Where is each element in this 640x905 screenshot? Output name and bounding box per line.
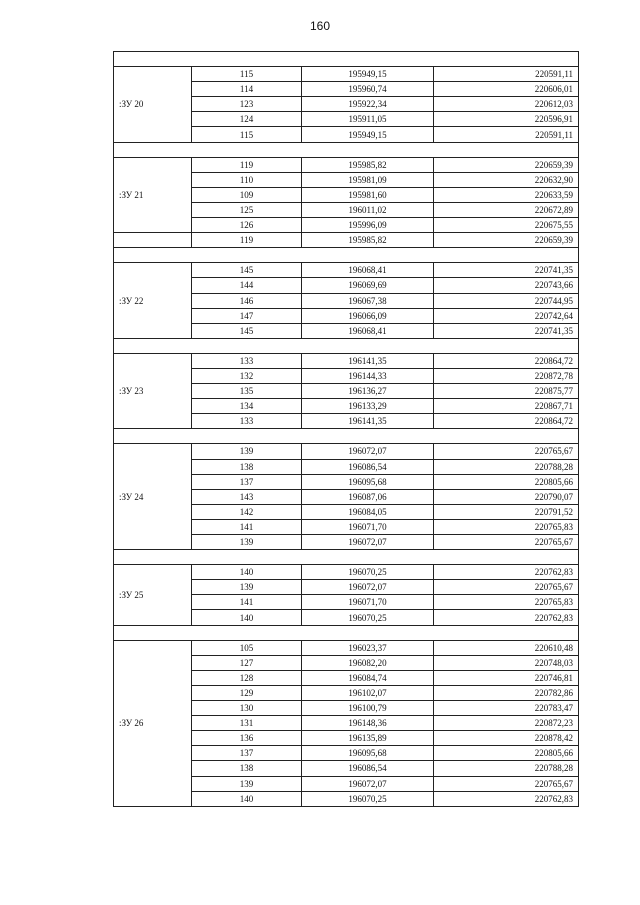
separator-row xyxy=(114,429,579,444)
y-coordinate: 220805,66 xyxy=(434,474,579,489)
x-coordinate: 196071,70 xyxy=(302,519,434,534)
parcel-label: :ЗУ 20 xyxy=(114,67,192,142)
point-number: 146 xyxy=(192,293,302,308)
parcel-label: :ЗУ 24 xyxy=(114,444,192,550)
y-coordinate: 220872,78 xyxy=(434,368,579,383)
x-coordinate: 196023,37 xyxy=(302,640,434,655)
x-coordinate: 196070,25 xyxy=(302,610,434,625)
x-coordinate: 196084,74 xyxy=(302,670,434,685)
point-number: 136 xyxy=(192,731,302,746)
point-number: 131 xyxy=(192,716,302,731)
separator-cell xyxy=(114,52,579,67)
y-coordinate: 220788,28 xyxy=(434,761,579,776)
table-row xyxy=(114,233,579,248)
x-coordinate: 196068,41 xyxy=(302,323,434,338)
x-coordinate: 196100,79 xyxy=(302,701,434,716)
point-number: 142 xyxy=(192,504,302,519)
y-coordinate: 220875,77 xyxy=(434,384,579,399)
y-coordinate: 220606,01 xyxy=(434,82,579,97)
point-number: 127 xyxy=(192,655,302,670)
y-coordinate: 220872,23 xyxy=(434,716,579,731)
parcel-label: :ЗУ 26 xyxy=(114,640,192,806)
y-coordinate: 220743,66 xyxy=(434,278,579,293)
point-number: 140 xyxy=(192,610,302,625)
y-coordinate: 220765,67 xyxy=(434,580,579,595)
x-coordinate: 196095,68 xyxy=(302,474,434,489)
y-coordinate: 220748,03 xyxy=(434,655,579,670)
separator-row xyxy=(114,338,579,353)
parcel-label: :ЗУ 23 xyxy=(114,353,192,428)
x-coordinate: 195960,74 xyxy=(302,82,434,97)
x-coordinate: 195922,34 xyxy=(302,97,434,112)
point-number: 115 xyxy=(192,67,302,82)
y-coordinate: 220633,59 xyxy=(434,187,579,202)
x-coordinate: 196087,06 xyxy=(302,489,434,504)
point-number: 140 xyxy=(192,791,302,806)
y-coordinate: 220765,67 xyxy=(434,535,579,550)
x-coordinate: 195996,09 xyxy=(302,218,434,233)
y-coordinate: 220741,35 xyxy=(434,323,579,338)
y-coordinate: 220765,83 xyxy=(434,519,579,534)
separator-cell xyxy=(114,550,579,565)
x-coordinate: 196072,07 xyxy=(302,444,434,459)
y-coordinate: 220675,55 xyxy=(434,218,579,233)
y-coordinate: 220864,72 xyxy=(434,353,579,368)
y-coordinate: 220741,35 xyxy=(434,263,579,278)
y-coordinate: 220659,39 xyxy=(434,157,579,172)
x-coordinate: 196086,54 xyxy=(302,459,434,474)
point-number: 133 xyxy=(192,414,302,429)
table-row xyxy=(114,67,579,82)
y-coordinate: 220632,90 xyxy=(434,172,579,187)
point-number: 138 xyxy=(192,459,302,474)
y-coordinate: 220762,83 xyxy=(434,610,579,625)
separator-cell xyxy=(114,338,579,353)
table-row xyxy=(114,640,579,655)
x-coordinate: 196071,70 xyxy=(302,595,434,610)
x-coordinate: 196067,38 xyxy=(302,293,434,308)
x-coordinate: 196072,07 xyxy=(302,580,434,595)
x-coordinate: 196148,36 xyxy=(302,716,434,731)
x-coordinate: 196082,20 xyxy=(302,655,434,670)
y-coordinate: 220612,03 xyxy=(434,97,579,112)
x-coordinate: 195985,82 xyxy=(302,233,434,248)
parcel-label: :ЗУ 25 xyxy=(114,565,192,625)
y-coordinate: 220591,11 xyxy=(434,67,579,82)
separator-row xyxy=(114,52,579,67)
x-coordinate: 195911,05 xyxy=(302,112,434,127)
point-number: 133 xyxy=(192,353,302,368)
y-coordinate: 220864,72 xyxy=(434,414,579,429)
y-coordinate: 220672,89 xyxy=(434,202,579,217)
point-number: 119 xyxy=(192,233,302,248)
point-number: 105 xyxy=(192,640,302,655)
point-number: 115 xyxy=(192,127,302,142)
point-number: 124 xyxy=(192,112,302,127)
y-coordinate: 220878,42 xyxy=(434,731,579,746)
y-coordinate: 220765,83 xyxy=(434,595,579,610)
y-coordinate: 220744,95 xyxy=(434,293,579,308)
y-coordinate: 220782,86 xyxy=(434,685,579,700)
point-number: 114 xyxy=(192,82,302,97)
x-coordinate: 196084,05 xyxy=(302,504,434,519)
point-number: 128 xyxy=(192,670,302,685)
y-coordinate: 220765,67 xyxy=(434,444,579,459)
table-row xyxy=(114,444,579,459)
point-number: 110 xyxy=(192,172,302,187)
point-number: 145 xyxy=(192,263,302,278)
point-number: 140 xyxy=(192,565,302,580)
x-coordinate: 195949,15 xyxy=(302,67,434,82)
y-coordinate: 220783,47 xyxy=(434,701,579,716)
point-number: 126 xyxy=(192,218,302,233)
parcel-label: :ЗУ 21 xyxy=(114,157,192,232)
separator-cell xyxy=(114,429,579,444)
x-coordinate: 196086,54 xyxy=(302,761,434,776)
y-coordinate: 220742,64 xyxy=(434,308,579,323)
separator-row xyxy=(114,550,579,565)
point-number: 145 xyxy=(192,323,302,338)
table-row xyxy=(114,263,579,278)
parcel-label: :ЗУ 22 xyxy=(114,263,192,338)
y-coordinate: 220762,83 xyxy=(434,565,579,580)
x-coordinate: 196136,27 xyxy=(302,384,434,399)
point-number: 137 xyxy=(192,746,302,761)
x-coordinate: 195949,15 xyxy=(302,127,434,142)
y-coordinate: 220596,91 xyxy=(434,112,579,127)
y-coordinate: 220790,07 xyxy=(434,489,579,504)
point-number: 144 xyxy=(192,278,302,293)
point-number: 132 xyxy=(192,368,302,383)
x-coordinate: 196141,35 xyxy=(302,353,434,368)
coordinates-table xyxy=(113,51,579,807)
empty-cell xyxy=(114,233,192,248)
point-number: 139 xyxy=(192,535,302,550)
y-coordinate: 220746,81 xyxy=(434,670,579,685)
point-number: 119 xyxy=(192,157,302,172)
x-coordinate: 196068,41 xyxy=(302,263,434,278)
y-coordinate: 220762,83 xyxy=(434,791,579,806)
x-coordinate: 196133,29 xyxy=(302,399,434,414)
y-coordinate: 220805,66 xyxy=(434,746,579,761)
x-coordinate: 195981,60 xyxy=(302,187,434,202)
table-row xyxy=(114,157,579,172)
x-coordinate: 196095,68 xyxy=(302,746,434,761)
point-number: 129 xyxy=(192,685,302,700)
x-coordinate: 195985,82 xyxy=(302,157,434,172)
coordinates-table-body xyxy=(114,52,579,807)
y-coordinate: 220659,39 xyxy=(434,233,579,248)
separator-row xyxy=(114,248,579,263)
table-row xyxy=(114,565,579,580)
point-number: 134 xyxy=(192,399,302,414)
x-coordinate: 196070,25 xyxy=(302,791,434,806)
separator-row xyxy=(114,142,579,157)
point-number: 123 xyxy=(192,97,302,112)
x-coordinate: 196069,69 xyxy=(302,278,434,293)
separator-cell xyxy=(114,248,579,263)
x-coordinate: 195981,09 xyxy=(302,172,434,187)
x-coordinate: 196141,35 xyxy=(302,414,434,429)
x-coordinate: 196072,07 xyxy=(302,535,434,550)
point-number: 141 xyxy=(192,519,302,534)
y-coordinate: 220610,48 xyxy=(434,640,579,655)
point-number: 139 xyxy=(192,776,302,791)
x-coordinate: 196070,25 xyxy=(302,565,434,580)
point-number: 130 xyxy=(192,701,302,716)
y-coordinate: 220591,11 xyxy=(434,127,579,142)
x-coordinate: 196072,07 xyxy=(302,776,434,791)
point-number: 109 xyxy=(192,187,302,202)
point-number: 143 xyxy=(192,489,302,504)
separator-cell xyxy=(114,625,579,640)
point-number: 139 xyxy=(192,580,302,595)
separator-cell xyxy=(114,142,579,157)
point-number: 139 xyxy=(192,444,302,459)
point-number: 137 xyxy=(192,474,302,489)
y-coordinate: 220867,71 xyxy=(434,399,579,414)
x-coordinate: 196144,33 xyxy=(302,368,434,383)
table-row xyxy=(114,353,579,368)
point-number: 138 xyxy=(192,761,302,776)
y-coordinate: 220791,52 xyxy=(434,504,579,519)
point-number: 125 xyxy=(192,202,302,217)
y-coordinate: 220765,67 xyxy=(434,776,579,791)
separator-row xyxy=(114,625,579,640)
point-number: 147 xyxy=(192,308,302,323)
x-coordinate: 196011,02 xyxy=(302,202,434,217)
page-number: 160 xyxy=(309,19,331,33)
x-coordinate: 196066,09 xyxy=(302,308,434,323)
point-number: 135 xyxy=(192,384,302,399)
y-coordinate: 220788,28 xyxy=(434,459,579,474)
point-number: 141 xyxy=(192,595,302,610)
x-coordinate: 196135,89 xyxy=(302,731,434,746)
x-coordinate: 196102,07 xyxy=(302,685,434,700)
